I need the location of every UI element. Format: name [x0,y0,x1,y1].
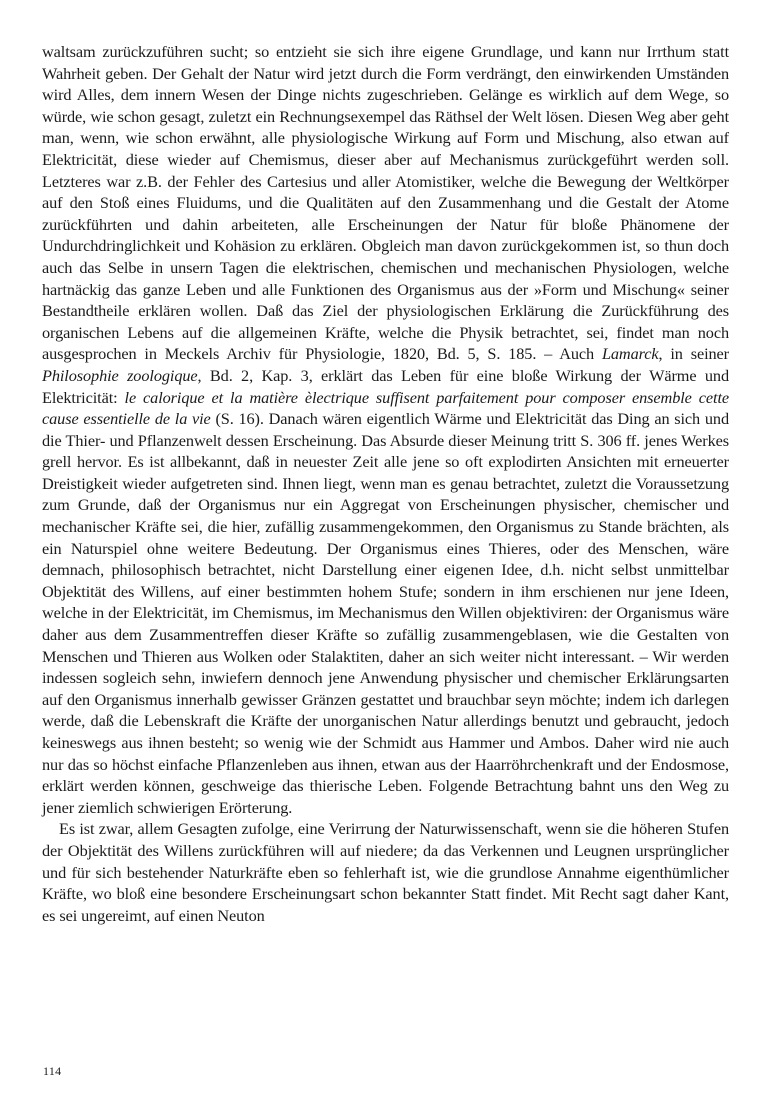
italic-text-segment: le calorique et la matière èlectrique suffisent parfaitement pour composer ensemble cette cause essentielle de la vie [42,387,729,429]
text-segment: waltsam zurückzuführen sucht; so entzieht sie sich ihre eigene Grundlage, und kann nur Irrthum statt Wahrheit geben. Der Gehalt der Natur wird jetzt durch die Form verdrängt, den einwirkenden Umständen wird Alles, dem innern Wesen der Dinge nichts zugeschrieben. Gelänge es wirklich auf dem Wege, so würde, wie schon gesagt, zuletzt ein Rechnungsexempel das Räthsel der Welt lösen. Diesen Weg aber geht man, wenn, wie schon erwähnt, alle physiologische Wirkung auf Form und Mischung, also etwan auf Elektricität, diese wieder auf Chemismus, dieser aber auf Mechanismus zurückgeführt werden soll. Letzteres war z.B. der Fehler des Cartesius und aller Atomistiker, welche die Bewegung der Weltkörper auf den Stoß eines Fluidums, und die Qualitäten auf den Zusammenhang und die Gestalt der Atome zurückführten und dahin arbeiteten, alle Erscheinungen der Natur für bloße Phänomene der Undurchdringlichkeit und Kohäsion zu erklären. Obgleich man davon zurückgekommen ist, so thun doch auch das Selbe in unsern Tagen die elektrischen, chemischen und mechanischen Physiologen, welche hartnäckig das ganze Leben und alle Funktionen des Organismus aus der »Form und Mischung« seiner Bestandtheile erklären wollen. Daß das Ziel der physiologischen Erklärung die Zurückführung des organischen Lebens auf die allgemeinen Kräfte, welche die Physik betrachtet, sei, findet man noch ausgesprochen in Meckels Archiv für Physiologie, 1820, Bd. 5, S. 185. – Auch [42,42,729,364]
text-segment: , in seiner [658,344,729,364]
text-block [42,41,729,926]
italic-text-segment: Lamarck [601,344,659,364]
text-segment: (S. 16). Danach wären eigentlich Wärme und Elektricität das Ding an sich und die Thier- und Pflanzenwelt dessen Erscheinung. Das Absurde dieser Meinung tritt S. 306 ff. jenes Werkes grell hervor. Es ist allbekannt, daß in neuester Zeit alle jene so oft explodirten Ansichten mit erneuerter Dreistigkeit wieder aufgetreten sind. Ihnen liegt, wenn man es genau betrachtet, zuletzt die Voraussetzung zum Grunde, daß der Organismus nur ein Aggregat von Erscheinungen physischer, chemischer und mechanischer Kräfte sei, die hier, zufällig zusammengekommen, den Organismus zu Stande brächten, als ein Naturspiel ohne weitere Bedeutung. Der Organismus eines Thieres, oder des Menschen, wäre demnach, philosophisch betrachtet, nicht Darstellung einer eigenen Idee, d.h. nicht selbst unmittelbar Objektität des Willens, auf einer bestimmten hohem Stufe; sondern in ihm erschienen nur jene Ideen, welche in der Elektricität, im Chemismus, im Mechanismus den Willen objektiviren: der Organismus wäre daher aus dem Zusammentreffen dieser Kräfte so zufällig zusammengeblasen, wie die Gestalten von Menschen und Thieren aus Wolken oder Stalaktiten, daher an sich weiter nicht interessant. – Wir werden indessen sogleich sehn, inwiefern dennoch jene Anwendung physischer und chemischer Erklärungsarten auf den Organismus innerhalb gewisser Gränzen gestattet und brauchbar seyn möchte; indem ich darlegen werde, daß die Lebenskraft die Kräfte der unorganischen Natur allerdings benutzt und gebraucht, jedoch keineswegs aus ihnen besteht; so wenig wie der Schmidt aus Hammer und Ambos. Daher wird nie auch nur das so höchst einfache Pflanzenleben aus ihnen, etwan aus der Haarröhrchenkraft und der Endosmose, erklärt werden können, geschweige das thierische Leben. Folgende Betrachtung bahnt uns den Weg zu jener ziemlich schwierigen Erörterung. [42,409,729,817]
text-segment: , Bd. 2, Kap. 3, erklärt das Leben für eine bloße Wirkung der Wärme und Elektricität: [42,365,729,407]
page-number: 114 [43,1064,62,1078]
italic-text-segment: Philosophie zoologique [42,365,198,385]
paragraph [42,41,729,818]
text-segment: Es ist zwar, allem Gesagten zufolge, eine Verirrung der Naturwissenschaft, wenn sie die höheren Stufen der Objektität des Willens zurückführen will auf niedere; da das Verkennen und Leugnen ursprünglicher und für sich bestehender Naturkräfte eben so fehlerhaft ist, wie die grundlose Annahme eigenthümlicher Kräfte, wo bloß eine besondere Erscheinungsart schon bekannter Statt findet. Mit Recht sagt daher Kant, es sei ungereimt, auf einen Neuton [42,819,729,925]
paragraph [42,818,729,926]
